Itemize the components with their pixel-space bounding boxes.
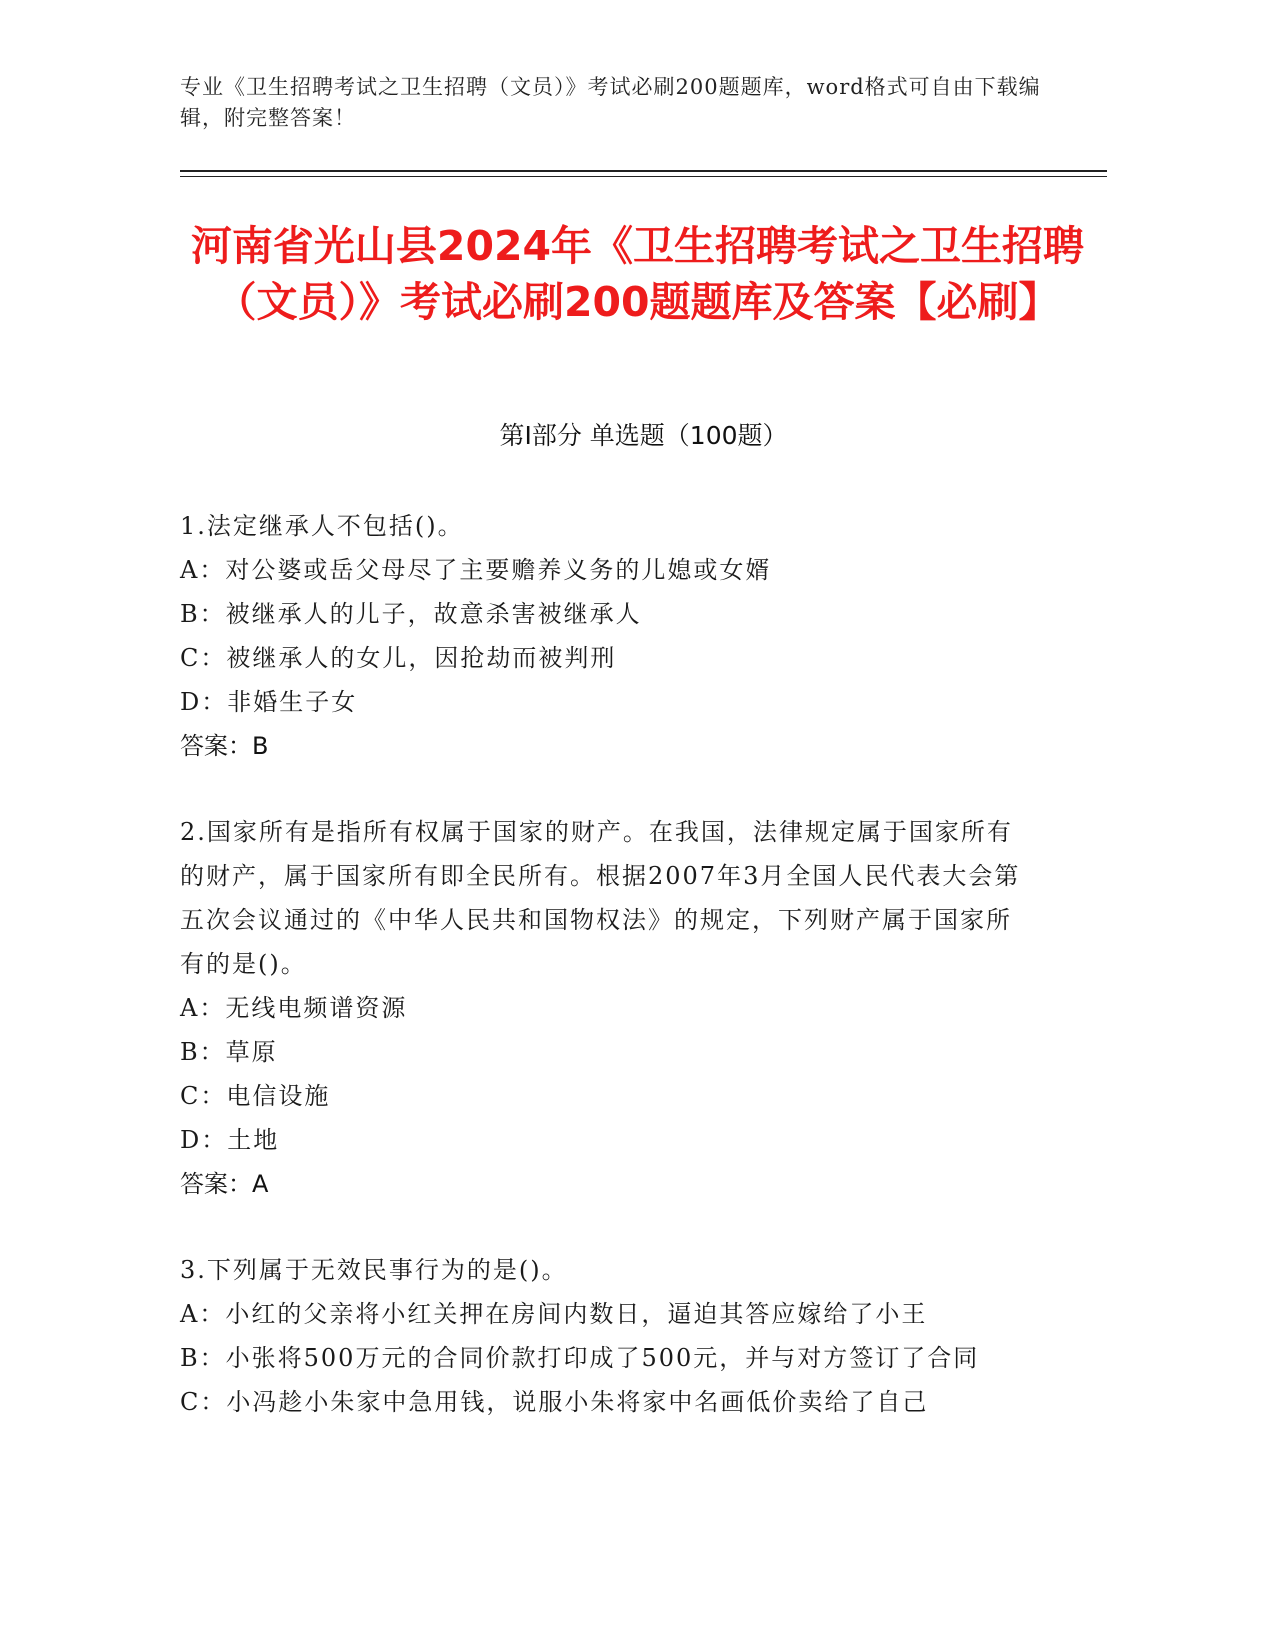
answer-line: 答案：A [180, 1170, 269, 1198]
option-b: B：小张将500万元的合同价款打印成了500元，并与对方签订了合同 [180, 1344, 980, 1372]
question-1 [180, 504, 1040, 768]
option-c: C：小冯趁小朱家中急用钱，说服小朱将家中名画低价卖给了自己 [180, 1388, 929, 1416]
option-c: C：电信设施 [180, 1082, 331, 1110]
option-a: A：对公婆或岳父母尽了主要赡养义务的儿媳或女婿 [180, 556, 772, 584]
option-d: D：土地 [180, 1126, 280, 1154]
answer-line: 答案：B [180, 732, 269, 760]
option-b: B：草原 [180, 1038, 278, 1066]
option-a: A：小红的父亲将小红关押在房间内数日，逼迫其答应嫁给了小王 [180, 1300, 928, 1328]
section-heading: 第I部分 单选题（100题） [499, 421, 788, 450]
header-rule-thick [180, 170, 1107, 172]
header-rule-thin [180, 176, 1107, 177]
question-stem: 1.法定继承人不包括()。 [180, 512, 464, 540]
option-c: C：被继承人的女儿，因抢劫而被判刑 [180, 644, 617, 672]
option-a: A：无线电频谱资源 [180, 994, 408, 1022]
header-note: 专业《卫生招聘考试之卫生招聘（文员）》考试必刷200题题库，word格式可自由下载编辑，附完整答案！ [180, 75, 1041, 130]
question-list [180, 504, 1040, 1466]
question-3 [180, 1248, 1040, 1424]
document-title: 河南省光山县2024年《卫生招聘考试之卫生招聘（文员）》考试必刷200题题库及答案【必刷】 [190, 222, 1085, 326]
option-b: B：被继承人的儿子，故意杀害被继承人 [180, 600, 642, 628]
question-stem: 2.国家所有是指所有权属于国家的财产。在我国，法律规定属于国家所有的财产，属于国家所有即全民所有。根据2007年3月全国人民代表大会第五次会议通过的《中华人民共和国物权法》的规定，下列财产属于国家所有的是()。 [180, 818, 1021, 978]
question-2 [180, 810, 1040, 1206]
option-d: D：非婚生子女 [180, 688, 358, 716]
question-stem: 3.下列属于无效民事行为的是()。 [180, 1256, 568, 1284]
